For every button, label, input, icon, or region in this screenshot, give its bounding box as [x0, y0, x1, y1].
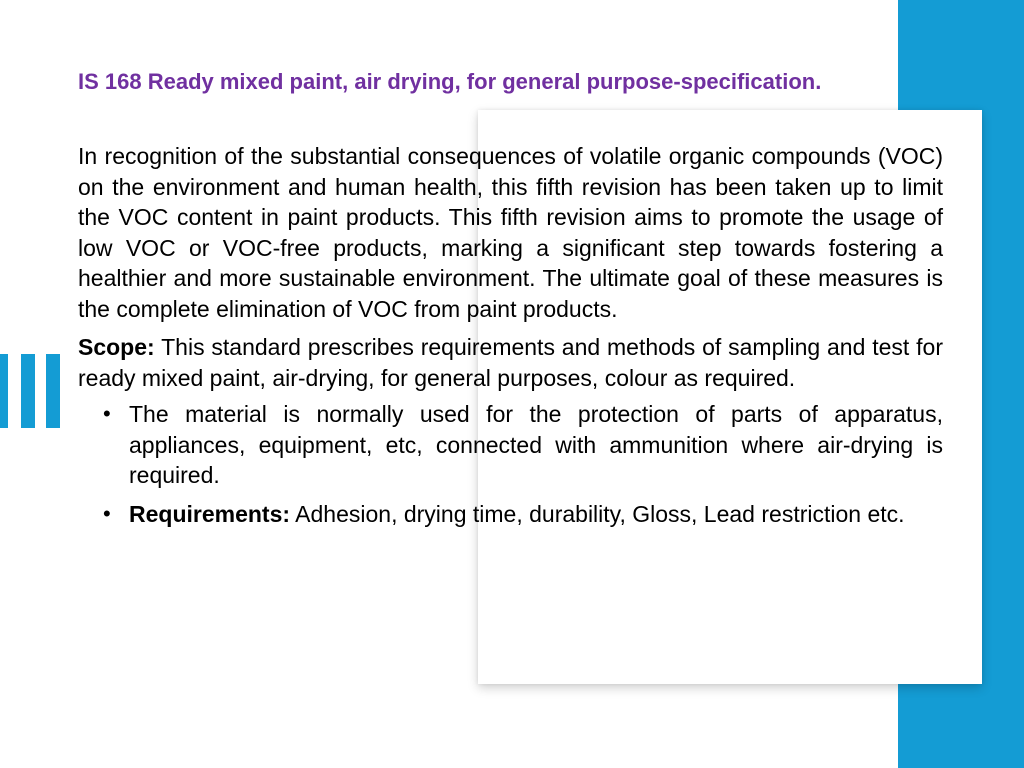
scope-paragraph	[78, 332, 943, 393]
decorative-bar	[21, 354, 35, 428]
slide-title: IS 168 Ready mixed paint, air drying, for general purpose-specification.	[78, 69, 822, 94]
bullet-text: The material is normally used for the protection of parts of apparatus, appliances, equipment, etc, connected with ammunition where air-drying is required.	[129, 401, 943, 488]
decorative-bar	[46, 354, 60, 428]
intro-paragraph: In recognition of the substantial consequences of volatile organic compounds (VOC) on the environment and human health, this fifth revision has been taken up to limit the VOC content in paint products. This fifth revision aims to promote the usage of low VOC or VOC-free products, marking a significant step towards fostering a healthier and more sustainable environment. The ultimate goal of these measures is the complete elimination of VOC from paint products.	[78, 143, 943, 322]
bullet-icon: •	[103, 500, 111, 526]
bullet-text: Adhesion, drying time, durability, Gloss, Lead restriction etc.	[290, 500, 905, 527]
requirements-label: Requirements:	[129, 500, 291, 527]
decorative-bar	[0, 354, 8, 428]
scope-text: This standard prescribes requirements and methods of sampling and test for ready mixed paint, air-drying, for general purposes, colour as required.	[78, 334, 943, 391]
bullet-item	[78, 499, 943, 530]
bullet-icon: •	[103, 401, 111, 426]
scope-label: Scope:	[78, 334, 155, 360]
slide-content	[78, 66, 943, 537]
bullet-list	[78, 399, 943, 529]
bullet-item	[78, 399, 943, 491]
